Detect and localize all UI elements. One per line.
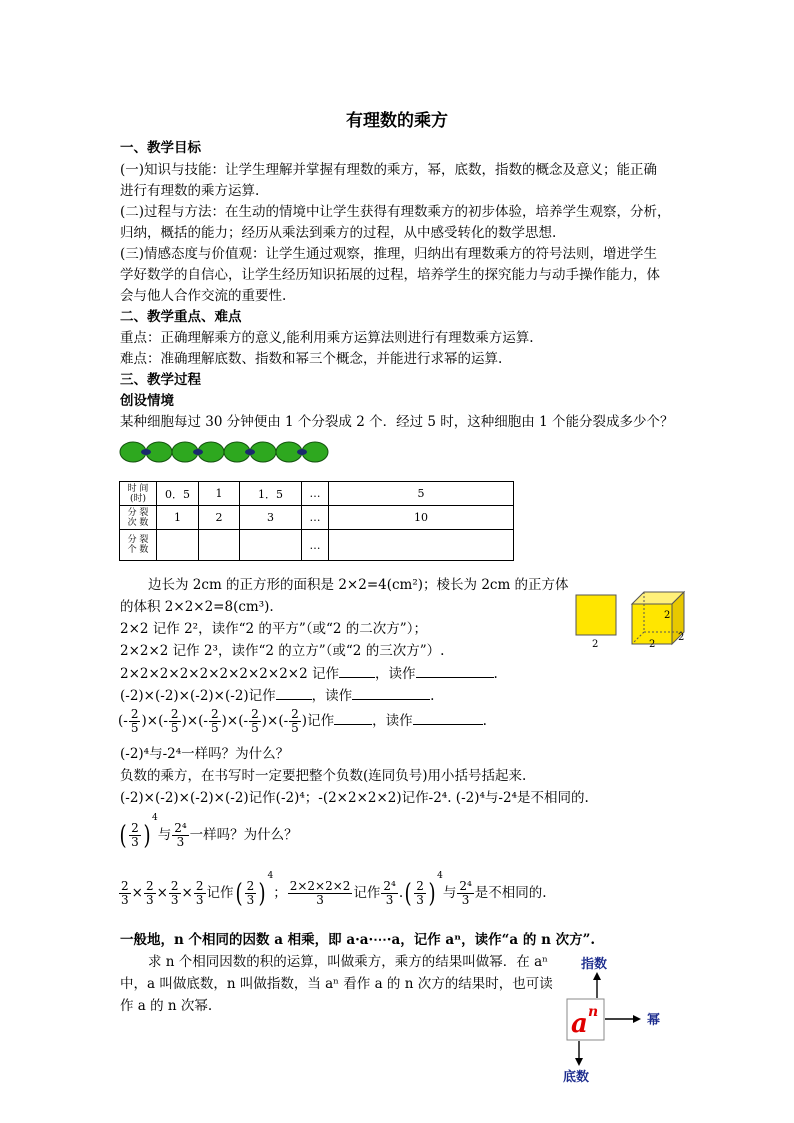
table-cell: 1 [199,482,240,506]
table-row [120,482,514,506]
comparison-negative-power: (-2)×(-2)×(-2)×(-2)记作(-2)⁴；-(2×2×2×2)记作-2⁴. (-2)⁴与-2⁴是不相同的. [120,790,589,806]
definition-power: 一般地，n 个相同的因数 a 相乘，即 a·a·⋯·a，记作 aⁿ，读作“a 的 n 次方”. [120,932,596,948]
table-cell [329,530,514,561]
section-heading-1: 一、教学目标 [120,140,201,156]
table-cell: 10 [329,506,514,530]
difficult-point: 难点：准确理解底数、指数和幂三个概念，并能进行求幂的运算. [120,351,503,367]
square-notation: 2×2 记作 2²，读作“2 的平方”（或“2 的二次方”）； [120,621,427,637]
table-row [120,506,514,530]
table-cell: 3 [240,506,302,530]
area-volume-text-b: 的体积 2×2×2=8(cm³). [120,599,274,615]
base-label: 底数 [563,1070,590,1085]
objective-3a: (三)情感态度与价值观：让学生通过观察，推理，归纳出有理数乘方的符号法则，增进学生 [120,246,658,262]
objective-2b: 归纳，概括的能力；经历从乘法到乘方的过程，从中感受转化的数学思想. [120,225,557,241]
question-negative-power: (-2)⁴与-2⁴一样吗？为什么？ [120,746,290,762]
square-cube-figure [570,588,690,650]
question-fraction-power: ( $\frac{2}{3}$ )$^4$与 $\frac{\text{2⁴}}{3}$ 一样吗？为什么？ [119,813,298,851]
rule-parentheses: 负数的乘方，在书写时一定要把整个负数(连同负号)用小括号括起来. [120,768,527,784]
arrow-up-icon [593,972,601,980]
table-cell [157,530,199,561]
answer-blank[interactable] [334,710,372,725]
objective-1a: (一)知识与技能：让学生理解并掌握有理数的乘方，幂，底数，指数的概念及意义；能正确 [120,162,658,178]
cube-notation: 2×2×2 记作 2³，读作“2 的立方”（或“2 的三次方”）. [120,643,445,659]
table-cell: 5 [329,482,514,506]
definition-text-c: 作 a 的 n 次幂. [120,998,213,1014]
subsection-heading: 创设情境 [120,393,174,409]
cube-height-label: 2 [664,610,671,621]
area-volume-text-a: 边长为 2cm 的正方形的面积是 2×2=4(cm²)；棱长为 2cm 的正方体 [148,577,569,593]
table-cell: … [302,506,329,530]
cube-depth-label: 2 [678,632,685,643]
cell-question: 某种细胞每过 30 分钟便由 1 个分裂成 2 个．经过 5 时，这种细胞由 1 个能分裂成多少个？ [120,414,674,430]
cell-chain-illustration [119,440,331,464]
exercise-ten-twos: 2×2×2×2×2×2×2×2×2×2 记作 ，读作 . [120,663,498,684]
answer-blank[interactable] [413,710,483,725]
definition-text-b: 中，a 叫做底数，n 叫做指数，当 aⁿ 看作 a 的 n 次方的结果时，也可读 [120,976,553,992]
cube-width-label: 2 [649,639,656,650]
square-side-label: 2 [592,639,599,650]
table-cell: 1 [157,506,199,530]
table-cell: … [302,530,329,561]
power-label: 幂 [647,1013,661,1028]
section-heading-2: 二、教学重点、难点 [120,309,242,325]
exercise-negative-twos: (-2)×(-2)×(-2)×(-2)记作 ，读作 . [120,685,434,706]
table-cell: … [302,482,329,506]
answer-blank[interactable] [352,685,430,700]
key-point: 重点：正确理解乘方的意义,能利用乘方运算法则进行有理数乘方运算. [120,330,534,346]
objective-2a: (二)过程与方法：在生动的情境中让学生获得有理数乘方的初步体验，培养学生观察，分析， [120,204,671,220]
arrow-down-icon [575,1058,583,1066]
page-title: 有理数的乘方 [346,111,448,131]
power-base-letter: a [571,1009,588,1039]
comparison-fraction-power: $\frac{2}{3}$ × $\frac{2}{3}$ × $\frac{2}{3}$ × $\frac{2}{3}$ 记作( $\frac{2}{3}$ )$^4$； $\frac{2\times 2\times 2\times 2}{3}$ 记作 $\frac{\text{2⁴}}{3}$ .( $\frac{2}{3}$ )$^4$与 $\frac{\text{2⁴}}{3}$ 是不相同的. [121,871,547,909]
answer-blank[interactable] [416,663,494,678]
section-heading-3: 三、教学过程 [120,372,201,388]
exercise-negative-fractions: (- $\frac{2}{5}$ )×(- $\frac{2}{5}$ )×(- $\frac{2}{5}$ )×(- $\frac{2}{5}$ )×(- $\frac{2}{5}$ )记作 ，读作 . [118,707,487,735]
objective-3c: 会与他人合作交流的重要性. [120,288,287,304]
objective-1b: 进行有理数的乘方运算. [120,183,260,199]
table-cell: 2 [199,506,240,530]
square-shape [576,595,616,635]
table-header-cell: 分 裂 次 数 [120,506,157,530]
table-header-cell: 分 裂 个 数 [120,530,157,561]
table-row [120,530,514,561]
table-cell [199,530,240,561]
answer-blank[interactable] [339,663,375,678]
power-exponent-letter: n [588,1004,599,1020]
table-cell: 1．5 [240,482,302,506]
table-cell [240,530,302,561]
arrow-right-icon [633,1015,641,1023]
table-cell: 0．5 [157,482,199,506]
exponent-label: 指数 [581,957,608,972]
answer-blank[interactable] [276,685,312,700]
table-header-cell: 时 间 (时) [120,482,157,506]
power-diagram [555,950,695,1090]
objective-3b: 学好数学的自信心，让学生经历知识拓展的过程，培养学生的探究能力与动手操作能力，体 [120,267,660,283]
division-table [119,481,514,561]
definition-text-a: 求 n 个相同因数的积的运算，叫做乘方，乘方的结果叫做幂．在 aⁿ [148,954,548,970]
